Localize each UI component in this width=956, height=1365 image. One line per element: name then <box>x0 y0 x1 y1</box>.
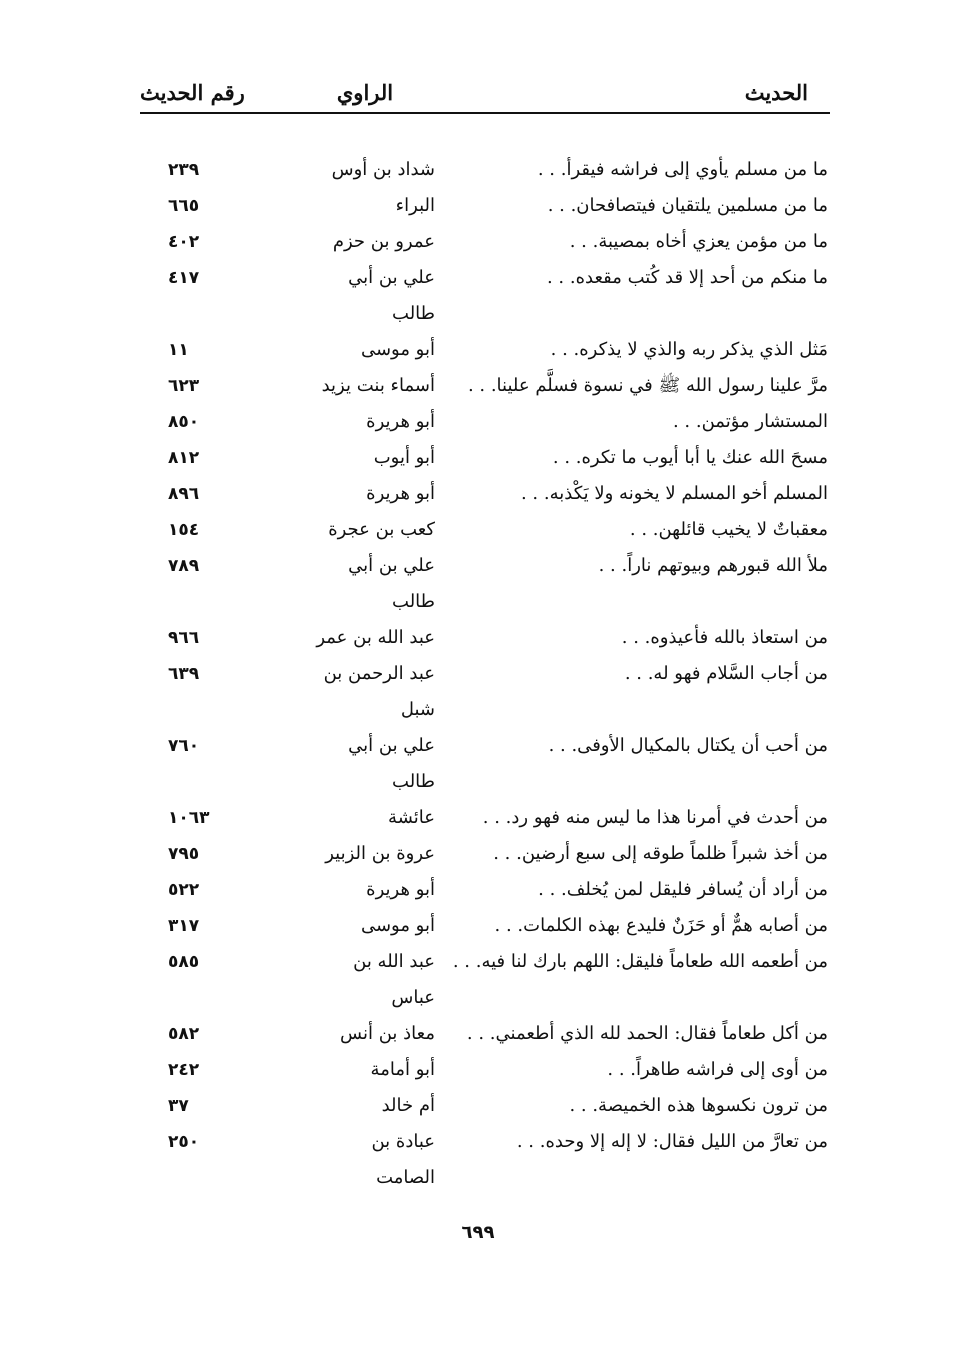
hadith-number <box>140 296 280 332</box>
table-row <box>140 224 830 260</box>
hadith-text: من أخذ شبراً ظلماً طوقه إلى سبع أرضين. . . <box>493 843 828 864</box>
table-row <box>140 476 830 512</box>
hadith-text: ما منكم من أحد إلا قد كُتب مقعده. . . <box>546 267 828 288</box>
narrator: علي بن أبي <box>348 735 435 756</box>
narrator: علي بن أبي <box>348 555 435 576</box>
hadith-text: من أكل طعاماً فقال: الحمد لله الذي أطعمني. . . <box>466 1023 828 1044</box>
table-row <box>140 1088 830 1124</box>
hadith-number: ٨٥٠ <box>168 412 200 432</box>
table-row <box>140 368 830 404</box>
hadith-text <box>440 980 830 1016</box>
narrator: أم خالد <box>381 1095 435 1116</box>
narrator: شبل <box>400 699 435 720</box>
hadith-text: من أصابه همٌّ أو حَزَنٌ فليدع بهذه الكلمات. . . <box>494 915 828 936</box>
table-row <box>140 764 830 800</box>
hadith-text <box>440 1160 830 1196</box>
table-row <box>140 800 830 836</box>
narrator: عبادة بن <box>371 1131 435 1152</box>
table-body <box>140 152 830 1196</box>
hadith-text: من أوى إلى فراشه طاهراً. . . <box>607 1059 828 1080</box>
hadith-text: من أحب أن يكتال بالمكيال الأوفى. . . <box>548 735 828 756</box>
hadith-number <box>140 1160 280 1196</box>
hadith-number: ٤٠٢ <box>168 232 200 252</box>
hadith-text: من أراد أن يُسافر فليقل لمن يُخلف. . . <box>538 879 828 900</box>
hadith-number: ٥٨٢ <box>168 1024 200 1044</box>
table-row <box>140 1052 830 1088</box>
narrator: عباس <box>391 987 435 1008</box>
hadith-text: ما من مؤمن يعزي أخاه بمصيبة. . . <box>569 231 828 252</box>
narrator: أبو هريرة <box>366 411 435 432</box>
hadith-number <box>140 764 280 800</box>
hadith-text: من استعاذ بالله فأعيذوه. . . <box>621 627 828 648</box>
narrator: البراء <box>395 195 435 216</box>
narrator: أبو موسى <box>360 339 435 360</box>
hadith-number: ٣٧ <box>168 1096 189 1116</box>
hadith-text: مرَّ علينا رسول الله ﷺ في نسوة فسلَّم علينا. . . <box>467 375 828 396</box>
table-header <box>140 78 830 114</box>
table-row <box>140 692 830 728</box>
table-row <box>140 440 830 476</box>
hadith-text: ملأ الله قبورهم وبيوتهم ناراً. . . <box>598 555 828 576</box>
header-rawi: الراوي <box>336 80 394 105</box>
index-page <box>140 78 830 1196</box>
hadith-text: ما من مسلم يأوي إلى فراشه فيقرأ. . . <box>537 159 828 180</box>
table-row <box>140 1124 830 1160</box>
narrator: أسماء بنت يزيد <box>321 375 435 396</box>
table-row <box>140 260 830 296</box>
table-row <box>140 404 830 440</box>
table-row <box>140 584 830 620</box>
narrator: عمرو بن حزم <box>332 231 435 252</box>
table-row <box>140 1016 830 1052</box>
table-row <box>140 980 830 1016</box>
hadith-number: ٣١٧ <box>168 916 200 936</box>
table-row <box>140 620 830 656</box>
narrator: كعب بن عجرة <box>328 519 435 540</box>
narrator: أبو هريرة <box>366 879 435 900</box>
hadith-number <box>140 980 280 1016</box>
table-row <box>140 512 830 548</box>
hadith-text <box>440 692 830 728</box>
narrator: عبد الله بن عمر <box>316 627 435 648</box>
narrator: طالب <box>392 591 435 612</box>
table-row <box>140 908 830 944</box>
table-row <box>140 188 830 224</box>
narrator: أبو هريرة <box>366 483 435 504</box>
table-row <box>140 1160 830 1196</box>
narrator: طالب <box>392 771 435 792</box>
hadith-text <box>440 296 830 332</box>
table-row <box>140 728 830 764</box>
table-row <box>140 548 830 584</box>
hadith-text: من ترون نكسوها هذه الخميصة. . . <box>569 1095 828 1116</box>
hadith-number: ٨١٢ <box>168 448 200 468</box>
hadith-number: ٢٣٩ <box>168 160 200 180</box>
hadith-number: ١٠٦٣ <box>168 808 210 828</box>
hadith-text: المستشار مؤتمن. . . <box>672 411 828 432</box>
narrator: شداد بن أوس <box>331 159 435 180</box>
hadith-number: ٩٦٦ <box>168 628 200 648</box>
narrator: الصامت <box>376 1167 435 1188</box>
hadith-text: من أحدث في أمرنا هذا ما ليس منه فهو رد. . . <box>482 807 828 828</box>
hadith-number: ٥٢٢ <box>168 880 200 900</box>
hadith-text: من أطعمه الله طعاماً فليقل: اللهم بارك لنا فيه. . . <box>452 951 828 972</box>
hadith-number: ٢٤٢ <box>168 1060 200 1080</box>
hadith-number: ٧٨٩ <box>168 556 200 576</box>
table-row <box>140 296 830 332</box>
narrator: عبد الرحمن بن <box>323 663 435 684</box>
hadith-number <box>140 692 280 728</box>
narrator: طالب <box>392 303 435 324</box>
hadith-number: ٦٣٩ <box>168 664 200 684</box>
hadith-text: من أجاب السَّلام فهو له. . . <box>624 663 828 684</box>
table-row <box>140 656 830 692</box>
hadith-text: مسحَ الله عنك يا أبا أيوب ما تكره. . . <box>552 447 828 468</box>
page-number: ٦٩٩ <box>461 1222 495 1243</box>
hadith-number: ٧٦٠ <box>168 736 200 756</box>
narrator: علي بن أبي <box>348 267 435 288</box>
table-row <box>140 872 830 908</box>
narrator: أبو أمامة <box>370 1059 435 1080</box>
narrator: عبد الله بن <box>353 951 435 972</box>
header-number: رقم الحديث <box>140 80 245 105</box>
hadith-text: معقباتٌ لا يخيب قائلهن. . . <box>629 519 828 540</box>
hadith-number: ١١ <box>168 340 189 360</box>
narrator: عائشة <box>388 807 435 828</box>
narrator: معاذ بن أنس <box>340 1023 435 1044</box>
hadith-number: ٥٨٥ <box>168 952 200 972</box>
header-hadith: الحديث <box>744 80 808 105</box>
hadith-number <box>140 584 280 620</box>
narrator: عروة بن الزبير <box>325 843 435 864</box>
narrator: أبو أيوب <box>373 447 435 468</box>
hadith-text <box>440 584 830 620</box>
table-row <box>140 836 830 872</box>
table-row <box>140 944 830 980</box>
hadith-text: من تعارَّ من الليل فقال: لا إله إلا وحده. . . <box>516 1131 828 1152</box>
narrator: أبو موسى <box>360 915 435 936</box>
hadith-text: ما من مسلمين يلتقيان فيتصافحان. . . <box>547 195 828 216</box>
table-row <box>140 332 830 368</box>
hadith-number: ٦٦٥ <box>168 196 200 216</box>
hadith-number: ٨٩٦ <box>168 484 200 504</box>
hadith-number: ٧٩٥ <box>168 844 200 864</box>
table-row <box>140 152 830 188</box>
hadith-text: المسلم أخو المسلم لا يخونه ولا يَكْذبه. . . <box>520 483 828 504</box>
hadith-number: ٢٥٠ <box>168 1132 200 1152</box>
hadith-text <box>440 764 830 800</box>
hadith-number: ١٥٤ <box>168 520 200 540</box>
hadith-number: ٦٢٣ <box>168 376 200 396</box>
hadith-number: ٤١٧ <box>168 268 200 288</box>
hadith-text: مَثل الذي يذكر ربه والذي لا يذكره. . . <box>550 339 828 360</box>
